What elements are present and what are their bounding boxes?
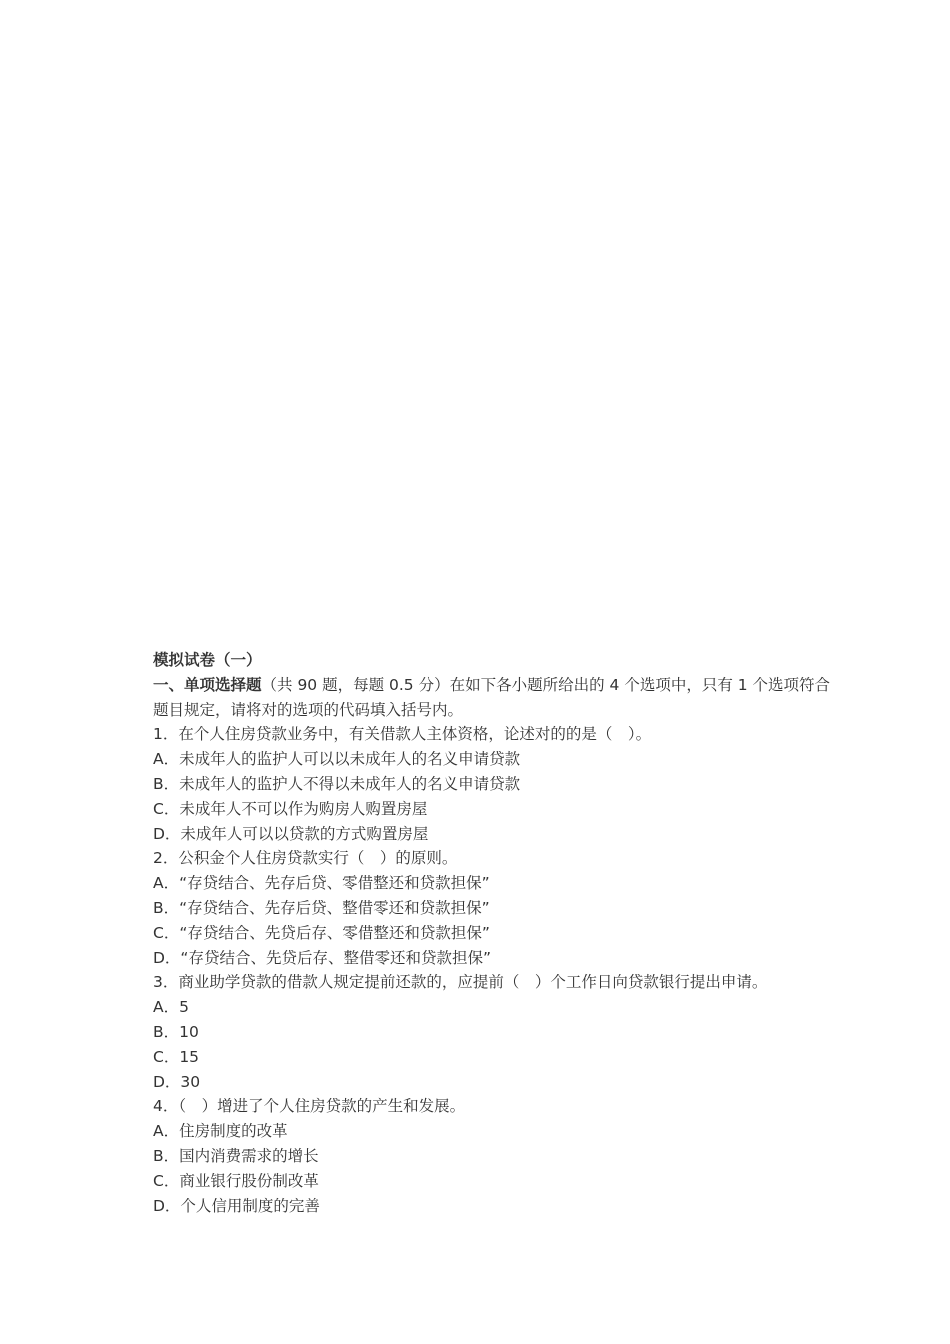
question-2	[153, 846, 833, 970]
option-b: B．国内消费需求的增长	[153, 1146, 319, 1165]
option-d: D．未成年人可以以贷款的方式购置房屋	[153, 824, 429, 843]
option-c: C．未成年人不可以作为购房人购置房屋	[153, 799, 428, 818]
option-b: B．未成年人的监护人不得以未成年人的名义申请贷款	[153, 774, 521, 793]
option-a: A．住房制度的改革	[153, 1122, 288, 1141]
option-c: C．“存贷结合、先贷后存、零借整还和贷款担保”	[153, 923, 490, 942]
option-a: A．“存贷结合、先存后贷、零借整还和贷款担保”	[153, 874, 490, 893]
section-instruction: （共 90 题，每题 0.5 分）在如下各小题所给出的 4 个选项中，只有 1 个选项符合题目规定，请将对的选项的代码填入括号内。	[153, 675, 831, 719]
option-a: A．5	[153, 998, 189, 1017]
option-a: A．未成年人的监护人可以以未成年人的名义申请贷款	[153, 750, 521, 769]
section-intro	[153, 673, 833, 723]
question-1	[153, 722, 833, 846]
option-d: D．“存贷结合、先贷后存、整借零还和贷款担保”	[153, 948, 491, 967]
question-3	[153, 970, 833, 1094]
question-4	[153, 1094, 833, 1218]
question-stem: 4．（ ）增进了个人住房贷款的产生和发展。	[153, 1097, 466, 1116]
section-heading: 一、单项选择题	[153, 675, 262, 694]
question-stem: 1．在个人住房贷款业务中，有关借款人主体资格，论述对的的是（ ）。	[153, 725, 652, 744]
option-d: D．30	[153, 1072, 201, 1091]
question-stem: 3．商业助学贷款的借款人规定提前还款的，应提前（ ）个工作日向贷款银行提出申请。	[153, 973, 768, 992]
option-b: B．10	[153, 1022, 199, 1041]
exam-title: 模拟试卷（一）	[153, 651, 262, 669]
exam-content	[153, 648, 833, 1218]
option-c: C．商业银行股份制改革	[153, 1171, 319, 1190]
option-d: D．个人信用制度的完善	[153, 1196, 320, 1215]
option-c: C．15	[153, 1047, 200, 1066]
option-b: B．“存贷结合、先存后贷、整借零还和贷款担保”	[153, 898, 490, 917]
question-stem: 2．公积金个人住房贷款实行（ ）的原则。	[153, 849, 458, 868]
